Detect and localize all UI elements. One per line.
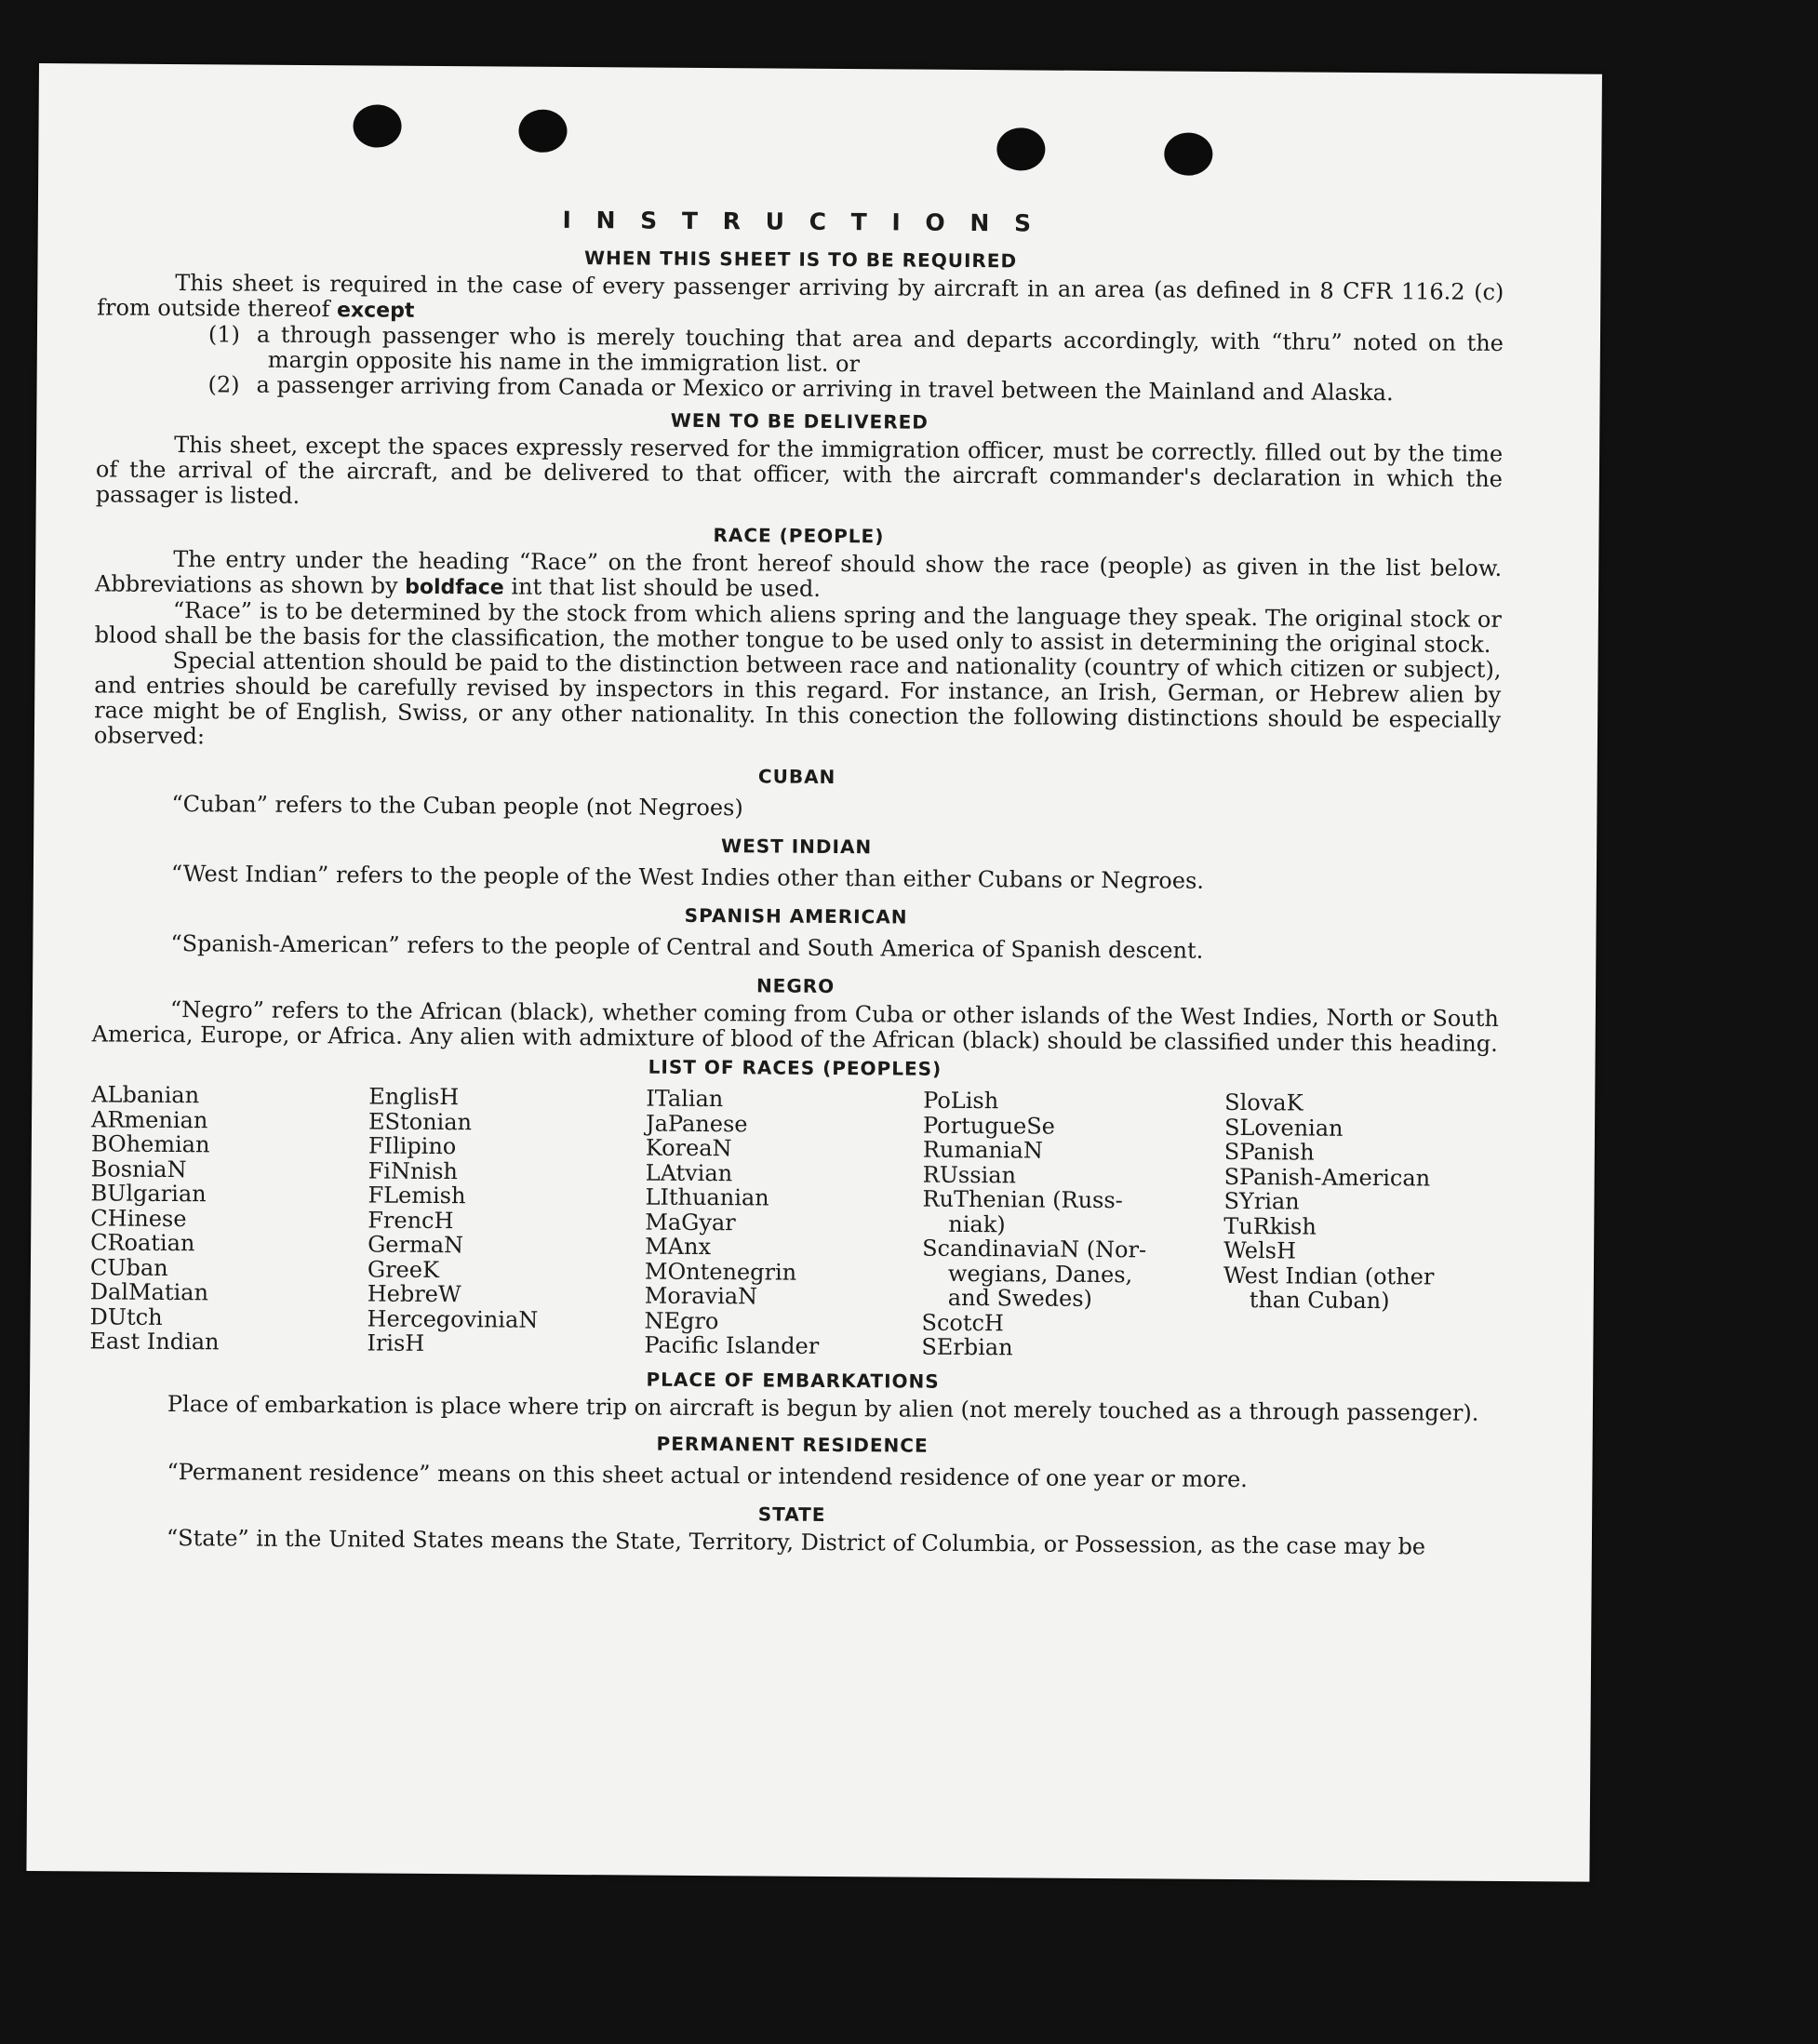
races-column-5 [1223,1090,1494,1364]
race-entry: SErbian [921,1333,1013,1361]
race-entry: SlovaK [1224,1089,1303,1116]
section-heading-when-required: WHEN THIS SHEET IS TO BE REQUIRED [583,247,1018,273]
section-heading-west-indian: WEST INDIAN [720,835,873,859]
section-heading-list-of-races: LIST OF RACES (PEOPLES) [648,1055,942,1080]
race-entry-continued: than Cuban) [1249,1287,1390,1315]
section-heading-negro: NEGRO [755,974,835,997]
boldface-emphasis: boldface [405,575,504,600]
section-heading-embarkation: PLACE OF EMBARKATIONS [646,1368,940,1393]
race-entry: SPanish-American [1223,1163,1431,1191]
race-entry: EStonian [368,1107,473,1135]
races-column-1 [89,1082,368,1356]
race-entry: MOntenegrin [644,1258,797,1286]
residence-text: “Permanent residence” means on this sheet actual or intendend residence of one year or more. [167,1458,1248,1492]
race-entry: IrisH [367,1329,425,1356]
section-heading-spanish-american: SPANISH AMERICAN [684,903,908,928]
race-entry: GermaN [368,1231,464,1259]
race-entry: MaGyar [645,1209,736,1236]
race-entry: ITalian [646,1085,724,1113]
race-paragraph: Special attention should be paid to the distinction between race and nationality (country of which citizen or subject), and entries should be carefully revised by inspectors in this regard. For instance, an Irish, German, or Hebrew alien by race might be of English, Swiss, or any other nationality. In this conection the following distinctions should be especially observed: [93,648,1502,750]
race-entry: GreeK [367,1255,440,1283]
state-text: “State” in the United States means the State, Territory, District of Columbia, or Possession, as the case may be [166,1524,1426,1559]
instructions-content [88,195,1504,1567]
exception-item: (1) a through passenger who is merely touching that area and departs accordingly, with “thru” noted on the margin opposite his name in the immigration list. or [207,321,1504,378]
race-entry: ScotcH [921,1309,1005,1336]
spanish-american-text: “Spanish-American” refers to the people of Central and South America of Spanish descent. [170,930,1204,964]
race-entry: MoraviaN [644,1282,758,1310]
race-entry: RumaniaN [922,1136,1044,1164]
race-entry-continued: and Swedes) [947,1284,1093,1312]
punch-hole [518,110,567,153]
race-entry-continued: niak) [948,1210,1006,1237]
race-entry: Pacific Islander [644,1331,820,1359]
race-entry: SLovenian [1223,1114,1343,1142]
race-entry: NEgro [644,1307,719,1334]
race-entry: FLemish [368,1182,466,1209]
race-paragraph: “Race” is to be determined by the stock from which aliens spring and the language they speak. The original stock or blood shall be the basis for the classification, the mother tongue to be used only to assist in determining the original stock. [94,597,1502,658]
race-entry: HercegoviniaN [367,1304,539,1333]
race-entry: PortugueSe [922,1112,1056,1140]
race-entry: JaPanese [645,1110,748,1137]
race-entry: FIlipino [368,1132,457,1160]
race-entry: EnglisH [368,1083,460,1111]
when-delivered-text: This sheet, except the spaces expressly reserved for the immigration officer, must be correctly. filled out by the time of the arrival of the aircraft, and be delivered to that officer, with the aircraft commander's declaration in which the passager is listed. [95,432,1504,509]
document-page [26,63,1602,1882]
punch-hole [353,104,401,147]
race-entry: WelsH [1223,1236,1297,1264]
race-entry: KoreaN [645,1134,732,1162]
race-entry: BUlgarian [90,1180,207,1208]
except-emphasis: except [336,299,415,323]
races-column-2 [367,1085,646,1358]
race-entry: CRoatian [90,1229,195,1257]
section-heading-permanent-residence: PERMANENT RESIDENCE [656,1432,929,1457]
punch-hole [996,127,1045,170]
race-entry: ALbanian [91,1081,200,1109]
race-entry: ScandinaviaN (Nor- [922,1235,1147,1263]
section-heading-when-delivered: WEN TO BE DELIVERED [670,408,929,434]
race-entry: HebreW [367,1280,461,1308]
race-entry: MAnx [645,1233,712,1261]
race-entry: ARmenian [90,1105,208,1133]
race-entry: TuRkish [1223,1212,1317,1240]
race-entry: BOhemian [90,1130,210,1158]
races-list [89,1082,1498,1363]
race-entry: DalMatian [89,1278,209,1306]
race-entry: LAtvian [645,1159,733,1186]
section-heading-state: STATE [757,1502,826,1526]
race-entry: RuThenian (Russ- [922,1185,1123,1214]
races-column-4 [921,1089,1224,1362]
race-entry: SPanish [1223,1138,1315,1166]
when-required-text: This sheet is required in the case of every passenger arriving by aircraft in an area (as defined in 8 CFR 116.2 (c) from outside thereof except [97,270,1504,323]
race-entry: CHinese [90,1204,187,1232]
section-heading-race: RACE (PEOPLE) [713,524,885,548]
races-column-3 [644,1087,923,1360]
race-entry: FiNnish [368,1156,459,1184]
negro-text: “Negro” refers to the African (black), whether coming from Cuba or other islands of the West Indies, North or South America, Europe, or Africa. Any alien with admixture of blood of the African (black) should be classified under this heading. [91,996,1499,1057]
race-entry: DUtch [89,1303,163,1330]
section-heading-cuban: CUBAN [757,765,836,788]
race-entry: SYrian [1223,1187,1300,1215]
exception-item: (2) a passenger arriving from Canada or Mexico or arriving in travel between the Mainland and Alaska. [207,371,1394,407]
cuban-text: “Cuban” refers to the Cuban people (not Negroes) [171,791,743,822]
embarkation-text: Place of embarkation is place where trip on aircraft is begun by alien (not merely touched as a through passenger). [167,1390,1479,1426]
race-entry: East Indian [89,1328,220,1356]
punch-hole [1164,132,1212,175]
race-entry-continued: wegians, Danes, [947,1260,1133,1288]
race-paragraph: The entry under the heading “Race” on the front hereof should show the race (people) as given in the list below. Abbreviations as shown by boldface int that list should be used. [94,546,1503,602]
page-title: I N S T R U C T I O N S [562,206,1040,237]
race-entry: CUban [89,1253,168,1281]
race-entry: FrencH [368,1206,454,1234]
race-entry: LIthuanian [645,1183,769,1211]
west-indian-text: “West Indian” refers to the people of the West Indies other than either Cubans or Negroes. [170,861,1205,894]
race-entry: RUssian [922,1161,1017,1188]
race-entry: BosniaN [90,1155,187,1182]
race-entry: West Indian (other [1223,1262,1435,1289]
race-entry: PoLish [923,1087,999,1115]
